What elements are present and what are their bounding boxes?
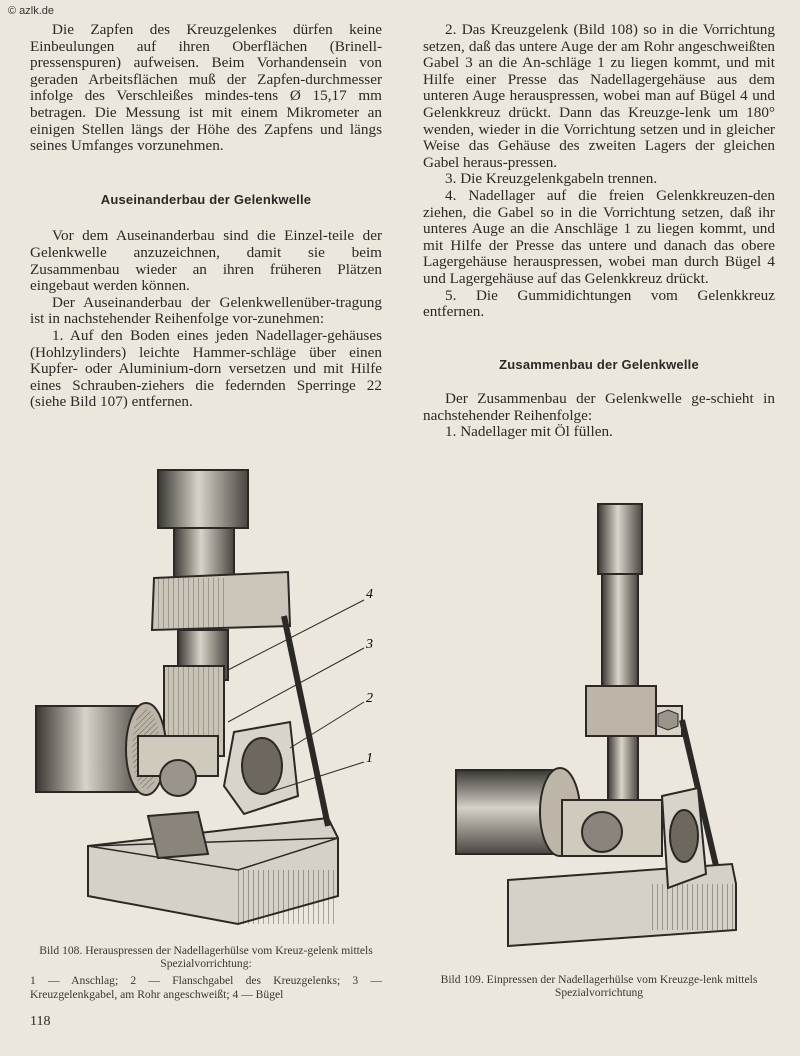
figure-108-label-1: 1 bbox=[366, 751, 373, 766]
figure-108-label-3: 3 bbox=[366, 637, 373, 652]
figure-108-label-4: 4 bbox=[366, 587, 373, 602]
figure-108-illustration bbox=[28, 466, 384, 930]
figure-109-caption: Bild 109. Einpressen der Nadellagerhülse vom Kreuzge-lenk mittels Spezialvorrichtung bbox=[440, 973, 758, 1000]
right-column bbox=[423, 22, 775, 441]
heading-zusammenbau: Zusammenbau der Gelenkwelle bbox=[499, 356, 699, 372]
paragraph-anzeichnen: Vor dem Auseinanderbau sind die Einzel-teile der Gelenkwelle anzuzeichnen, damit sie beim Zusammenbau wieder an ihren früheren Plätzen eingebaut werden können. bbox=[30, 227, 382, 295]
paragraph-zusammenbau-step-1: 1. Nadellager mit Öl füllen. bbox=[445, 423, 613, 441]
paragraph-step-2: 2. Das Kreuzgelenk (Bild 108) so in die Vorrichtung setzen, daß das untere Auge der am Rohr angeschweißten Gabel 3 an die An-schläge 1 zu liegen kommt, und mit Hilfe einer Presse das Nadellagergehäuse aus dem unteren Auge herauspressen, wobei man auf Bügel 4 und Gelenkkreuz drückt. Dann das Kreuzge-lenk um 180° wenden, wieder in die Vorrichtung setzen und in gleicher Weise das Gehäuse des zweiten Lagers der gleichen Gabel heraus-pressen. bbox=[423, 21, 775, 171]
figure-108-caption-title: Bild 108. Herauspressen der Nadellagerhülse vom Kreuz-gelenk mittels Spezialvorrichtung: bbox=[39, 944, 373, 971]
heading-auseinanderbau: Auseinanderbau der Gelenkwelle bbox=[100, 191, 312, 207]
watermark: © azlk.de bbox=[8, 5, 55, 17]
paragraph-step-5: 5. Die Gummidichtungen vom Gelenkkreuz entfernen. bbox=[423, 286, 775, 321]
figure-108-caption bbox=[30, 944, 382, 1001]
figure-108-caption-legend: 1 — Anschlag; 2 — Flanschgabel des Kreuzgelenks; 3 — Kreuzgelenkgabel, am Rohr angeschweißt; 4 — Bügel bbox=[30, 974, 382, 1001]
paragraph-step-3: 3. Die Kreuzgelenkgabeln trennen. bbox=[445, 170, 658, 188]
left-column bbox=[30, 22, 382, 411]
page-number: 118 bbox=[30, 1014, 51, 1029]
paragraph-zapfen: Die Zapfen des Kreuzgelenkes dürfen keine Einbeulungen auf ihren Oberflächen (Brinell-pressenspuren) aufweisen. Beim Vorhandensein von geraden Arbeitsflächen muß der Zapfen-durchmesser infolge des Verschleißes mindes-tens Ø 15,17 mm betragen. Die Messung ist mit einem Mikrometer an einigen Stellen längs der Höhe des Zapfens und längs seines Umfanges vorzunehmen. bbox=[30, 21, 382, 155]
paragraph-reihenfolge: Der Auseinanderbau der Gelenkwellenüber-tragung ist in nachstehender Reihenfolge vor-zunehmen: bbox=[30, 293, 382, 328]
paragraph-step-1: 1. Auf den Boden eines jeden Nadellager-gehäuses (Hohlzylinders) leichte Hammer-schläge über einen Kupfer- oder Aluminium-dorn versetzen und mit Hilfe eines Schrauben-ziehers die federnden Sperringe 22 (siehe Bild 107) entfernen. bbox=[30, 326, 382, 411]
figure-109-illustration bbox=[452, 500, 752, 964]
paragraph-zusammenbau-intro: Der Zusammenbau der Gelenkwelle ge-schieht in nachstehender Reihenfolge: bbox=[423, 390, 775, 424]
figure-108-label-2: 2 bbox=[366, 691, 373, 706]
paragraph-step-4: 4. Nadellager auf die freien Gelenkkreuzen-den ziehen, die Gabel so in die Vorrichtung setzen, daß ihr unteres Auge an die Anschläge 1 zu liegen kommt, und mit Hilfe der Presse das untere und danach das obere Lagergehäuse herauspressen, wobei man durch Bügel 4 und Lagergehäuse auf das Gelenkkreuz drückt. bbox=[423, 186, 775, 287]
